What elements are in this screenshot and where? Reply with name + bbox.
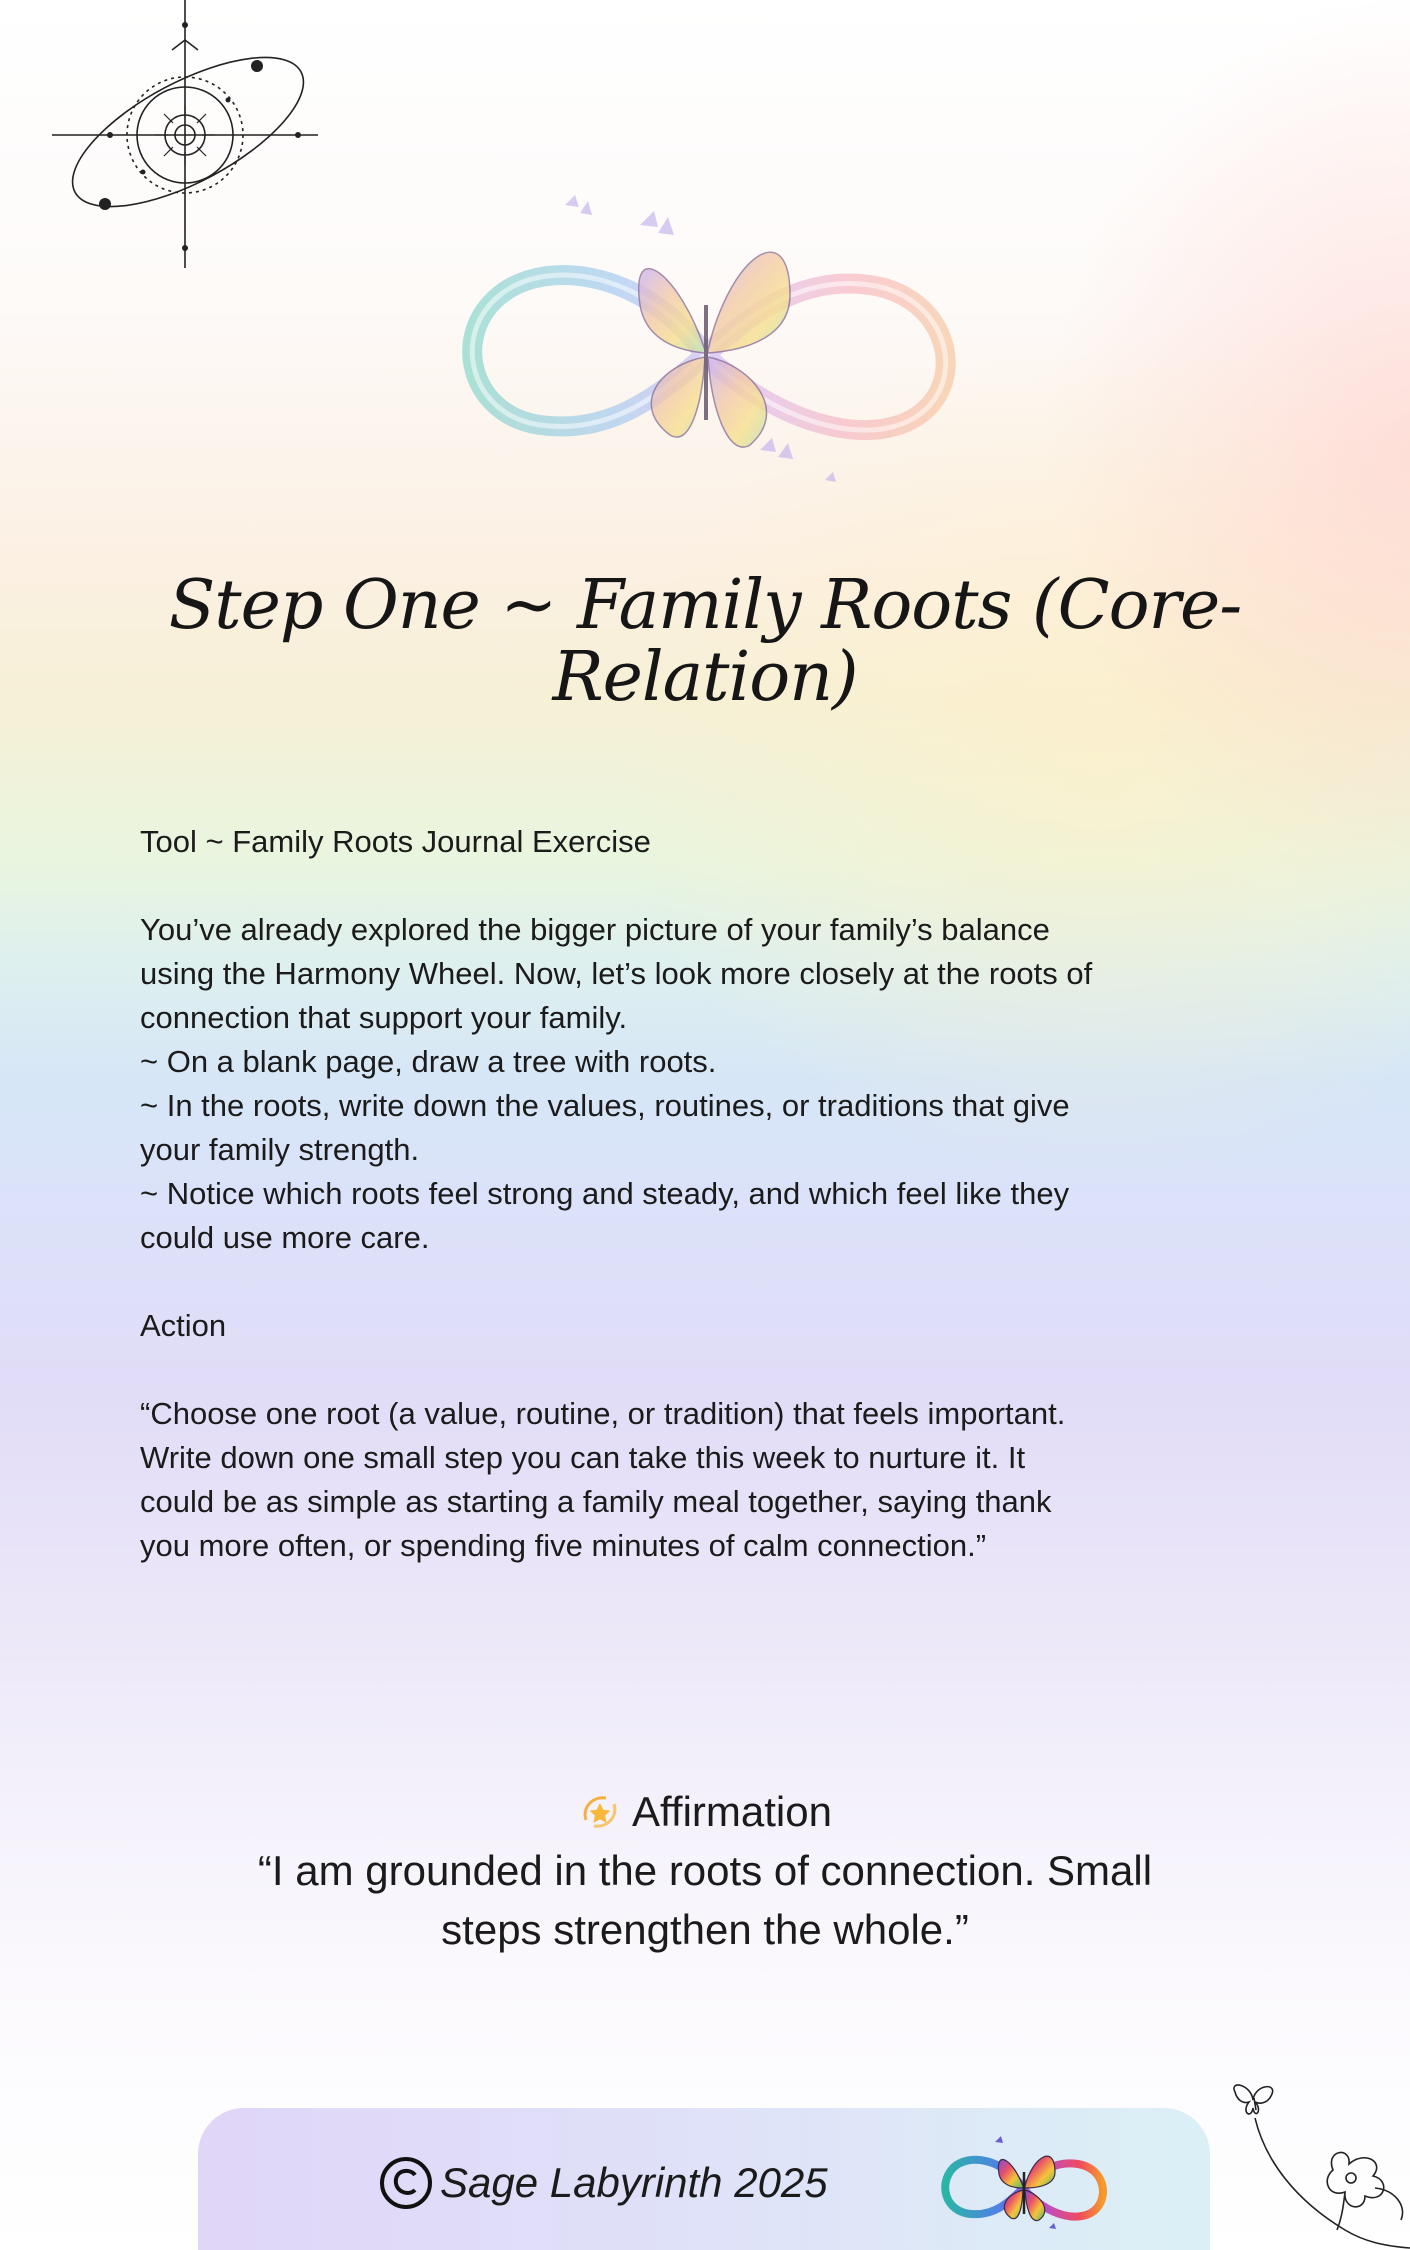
page-title xyxy=(150,566,1260,717)
content-body xyxy=(140,820,1290,1568)
infinity-butterfly-logo xyxy=(430,185,980,505)
butterfly-flower-sprig-icon xyxy=(1225,2080,1410,2250)
tool-intro-line: using the Harmony Wheel. Now, let’s look more closely at the roots of xyxy=(140,956,1093,991)
action-line: you more often, or spending five minutes of calm connection.” xyxy=(140,1528,987,1563)
tool-step: your family strength. xyxy=(140,1132,420,1167)
footer-copyright xyxy=(378,2148,828,2218)
action-line: Write down one small step you can take this week to nurture it. It xyxy=(140,1440,1026,1475)
tool-step: ~ In the roots, write down the values, routines, or traditions that give xyxy=(140,1088,1070,1123)
infinity-butterfly-logo xyxy=(933,2128,1113,2238)
tool-intro-line: connection that support your family. xyxy=(140,1000,628,1035)
action-line: could be as simple as starting a family meal together, saying thank xyxy=(140,1484,1052,1519)
dizzy-star-icon xyxy=(578,1790,622,1834)
action-heading: Action xyxy=(140,1308,227,1343)
affirmation-heading: Affirmation xyxy=(632,1788,832,1835)
page-title-line1: Step One ~ Family Roots (Core- xyxy=(168,566,1242,645)
tool-step: ~ Notice which roots feel strong and steady, and which feel like they xyxy=(140,1176,1070,1211)
footer-text: Sage Labyrinth 2025 xyxy=(440,2159,828,2206)
affirmation-line2: steps strengthen the whole.” xyxy=(441,1906,969,1953)
tool-step: could use more care. xyxy=(140,1220,430,1255)
affirmation-heading-row xyxy=(150,1782,1260,1841)
action-text xyxy=(140,1392,1290,1568)
footer-bar xyxy=(198,2108,1210,2250)
affirmation-line1: “I am grounded in the roots of connection. Small xyxy=(257,1847,1153,1894)
action-line: “Choose one root (a value, routine, or tradition) that feels important. xyxy=(140,1396,1066,1431)
tool-intro xyxy=(140,908,1290,1260)
tool-heading: Tool ~ Family Roots Journal Exercise xyxy=(140,824,651,859)
page-title-line2: Relation) xyxy=(552,638,858,717)
tool-intro-line: You’ve already explored the bigger picture of your family’s balance xyxy=(140,912,1050,947)
copyright-icon xyxy=(378,2155,434,2211)
affirmation xyxy=(150,1782,1260,1959)
celestial-compass-icon xyxy=(48,0,323,275)
tool-step: ~ On a blank page, draw a tree with roots. xyxy=(140,1044,717,1079)
